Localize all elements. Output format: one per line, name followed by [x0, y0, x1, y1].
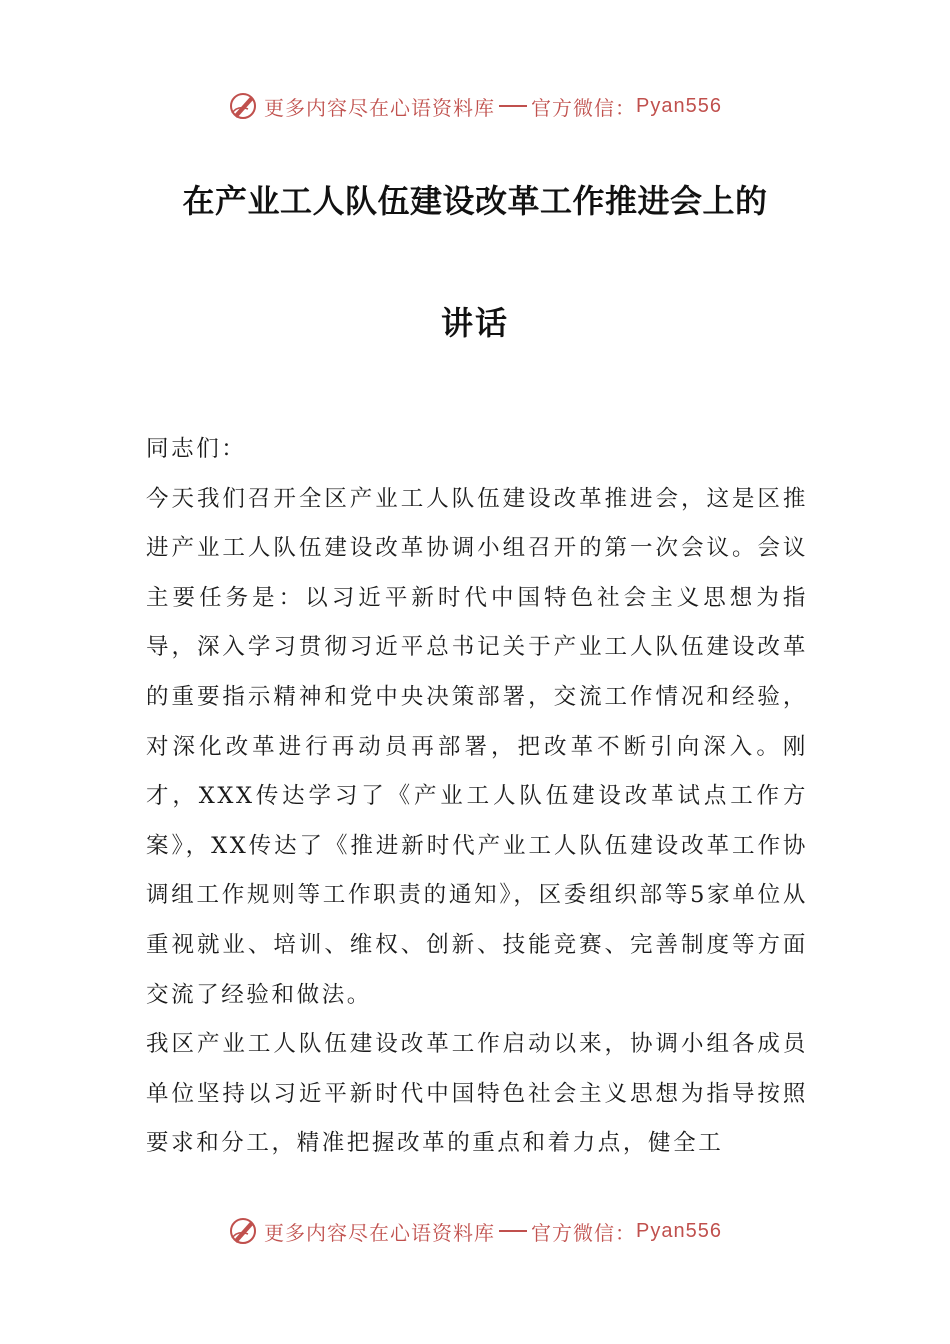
pen-logo-icon [228, 91, 258, 121]
watermark-text: 更多内容尽在心语资料库 [264, 1220, 496, 1245]
document-title-line1: 在产业工人队伍建设改革工作推进会上的 [182, 182, 768, 220]
pen-logo-icon [228, 1216, 258, 1246]
watermark-dash [499, 1230, 527, 1232]
document-title-line2: 讲话 [440, 304, 509, 342]
watermark-wechat-label: 官方微信： [531, 95, 637, 120]
paragraph: 今天我们召开全区产业工人队伍建设改革推进会，这是区推进产业工人队伍建设改革协调小组召开的第一次会议。会议主要任务是：以习近平新时代中国特色社会主义思想为指导，深入学习贯彻习近平总书记关于产业工人队伍建设改革的重要指示精神和党中央决策部署，交流工作情况和经验，对深化改革进行再动员再部署，把改革不断引向深入。刚才，XXX传达学习了《产业工人队伍建设改革试点工作方案》，XX传达了《推进新时代产业工人队伍建设改革工作协调组工作规则等工作职责的通知》，区委组织部等5家单位从重视就业、培训、维权、创新、技能竞赛、完善制度等方面交流了经验和做法。 [146, 485, 808, 1008]
watermark-wechat-label: 官方微信： [531, 1220, 637, 1245]
document-body [146, 425, 808, 1169]
watermark-dash [499, 105, 527, 107]
watermark-wechat-id: Pyan556 [636, 94, 722, 117]
watermark-wechat-id: Pyan556 [636, 1219, 722, 1242]
salutation: 同志们： [146, 436, 247, 462]
paragraph: 我区产业工人队伍建设改革工作启动以来，协调小组各成员单位坚持以习近平新时代中国特色社会主义思想为指导按照要求和分工，精准把握改革的重点和着力点，健全工 [146, 1031, 808, 1157]
watermark-text: 更多内容尽在心语资料库 [264, 95, 496, 120]
watermark-bottom [0, 1211, 950, 1251]
watermark-top [0, 86, 950, 126]
